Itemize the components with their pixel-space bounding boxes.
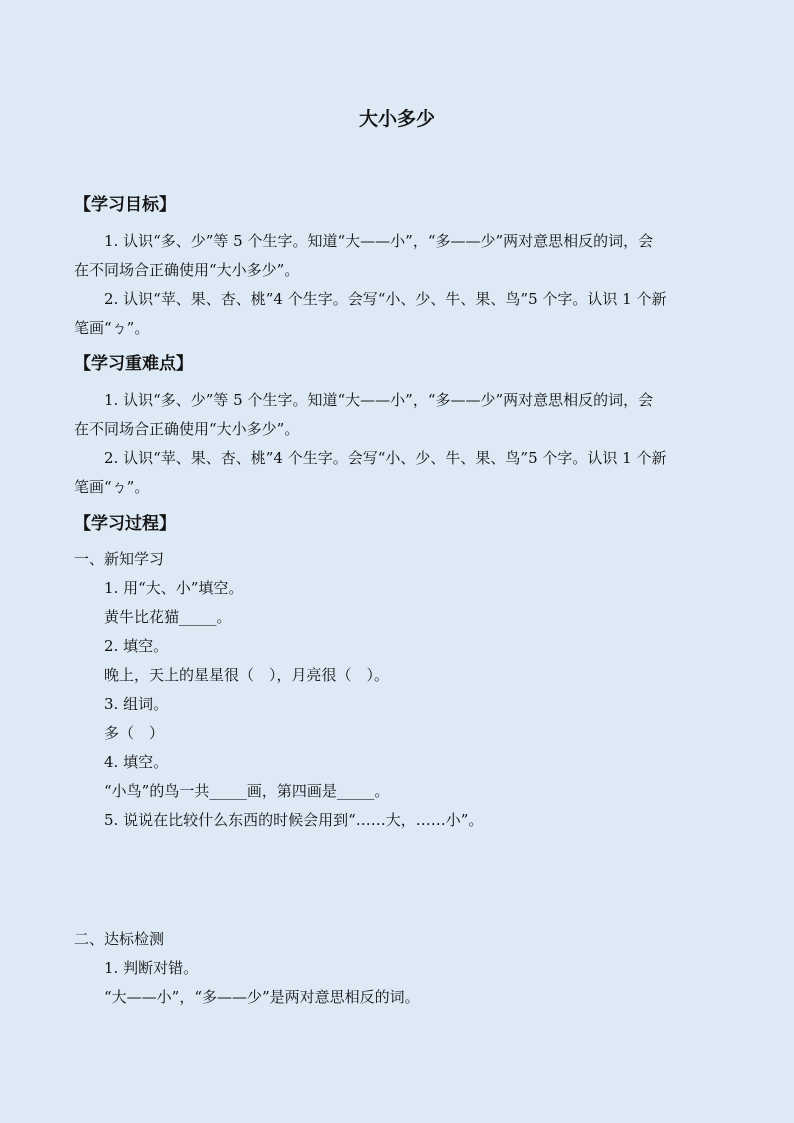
key-points-item2-line2: 笔画“ㄅ”。: [74, 478, 150, 496]
page-title: 大小多少: [358, 108, 435, 130]
test-1: 1. 判断对错。: [104, 959, 199, 977]
key-points-item1-line1: 1. 认识“多、少”等 5 个生字。知道“大——小”，“多——少”两对意思相反的词，会: [104, 391, 654, 409]
section-heading-process: 【学习过程】: [74, 514, 176, 534]
question-5: 5. 说说在比较什么东西的时候会用到“……大，……小”。: [104, 811, 484, 829]
goals-item2-line1: 2. 认识“苹、果、杏、桃”4 个生字。会写“小、少、牛、果、鸟”5 个字。认识 1 个新: [104, 290, 667, 308]
test-1-text: “大——小”，“多——少”是两对意思相反的词。: [104, 988, 420, 1006]
key-points-item2-line1: 2. 认识“苹、果、杏、桃”4 个生字。会写“小、少、牛、果、鸟”5 个字。认识 1 个新: [104, 449, 667, 467]
question-4-text: “小鸟”的鸟一共_____画，第四画是_____。: [104, 782, 390, 800]
part2-title: 二、达标检测: [74, 930, 165, 948]
question-2-text: 晚上，天上的星星很（ ），月亮很（ ）。: [104, 666, 390, 684]
question-1: 1. 用“大、小”填空。: [104, 579, 244, 597]
part1-title: 一、新知学习: [74, 550, 165, 568]
question-2: 2. 填空。: [104, 637, 169, 655]
question-4: 4. 填空。: [104, 753, 169, 771]
question-1-text: 黄牛比花猫_____。: [104, 608, 232, 626]
goals-item1-line2: 在不同场合正确使用“大小多少”。: [74, 261, 300, 279]
section-heading-goals: 【学习目标】: [74, 195, 176, 215]
goals-item2-line2: 笔画“ㄅ”。: [74, 319, 150, 337]
key-points-item1-line2: 在不同场合正确使用“大小多少”。: [74, 420, 300, 438]
goals-item1-line1: 1. 认识“多、少”等 5 个生字。知道“大——小”，“多——少”两对意思相反的词，会: [104, 232, 654, 250]
section-heading-key-points: 【学习重难点】: [74, 354, 193, 374]
question-3: 3. 组词。: [104, 695, 169, 713]
question-3-text: 多（ ）: [104, 724, 165, 742]
